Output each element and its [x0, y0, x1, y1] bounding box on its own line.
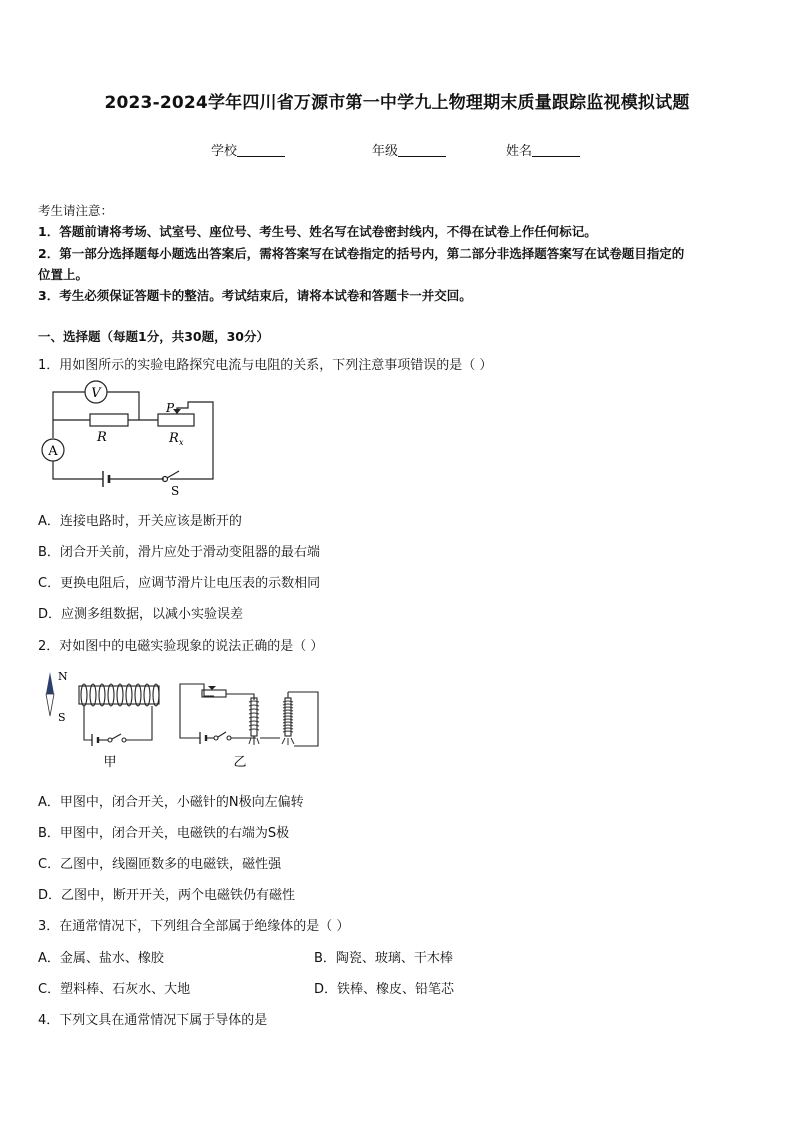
name-label: 姓名 [506, 144, 533, 159]
q1-option-d: D．应测多组数据，以减小实验误差 [38, 607, 244, 622]
q2-option-c: C．乙图中，线圈匝数多的电磁铁，磁性强 [38, 857, 282, 872]
switch-label: S [171, 484, 180, 498]
notice-item-3: 3．考生必须保证答题卡的整洁。考试结束后，请将本试卷和答题卡一并交回。 [38, 288, 472, 303]
name-blank [532, 144, 580, 157]
q2-option-b: B．甲图中，闭合开关，电磁铁的右端为S极 [38, 826, 290, 841]
q1-option-b: B．闭合开关前，滑片应处于滑动变阻器的最右端 [38, 545, 320, 560]
figure-yi-label: 乙 [233, 755, 247, 770]
electromagnet-diagram [44, 666, 334, 776]
rheostat-label: R [169, 431, 179, 446]
q3-option-a: A．金属、盐水、橡胶 [38, 951, 164, 966]
grade-label: 年级 [372, 144, 399, 159]
notice-item-1: 1．答题前请将考场、试室号、座位号、考生号、姓名写在试卷密封线内，不得在试卷上作任何标记。 [38, 224, 597, 239]
question-2-stem: 2．对如图中的电磁实验现象的说法正确的是（ ） [38, 639, 324, 654]
question-4-stem: 4．下列文具在通常情况下属于导体的是 [38, 1013, 268, 1028]
figure-jia-label: 甲 [103, 755, 117, 770]
grade-field [372, 140, 446, 159]
notice-item-2-cont: 位置上。 [38, 267, 89, 282]
q1-option-a: A．连接电路时，开关应该是断开的 [38, 514, 242, 529]
school-blank [237, 144, 285, 157]
notice-heading: 考生请注意： [38, 203, 114, 218]
q2-option-d: D．乙图中，断开开关，两个电磁铁仍有磁性 [38, 888, 296, 903]
section-heading: 一、选择题（每题1分，共30题，30分） [38, 329, 269, 344]
q3-option-d: D．铁棒、橡皮、铅笔芯 [314, 982, 455, 997]
school-label: 学校 [211, 144, 238, 159]
q2-option-a: A．甲图中，闭合开关，小磁针的N极向左偏转 [38, 795, 304, 810]
question-3-stem: 3．在通常情况下，下列组合全部属于绝缘体的是（ ） [38, 919, 350, 934]
q1-option-c: C．更换电阻后，应调节滑片让电压表的示数相同 [38, 576, 321, 591]
grade-blank [398, 144, 446, 157]
circuit-diagram [38, 378, 228, 500]
notice-item-2: 2．第一部分选择题每小题选出答案后，需将答案写在试卷指定的括号内，第二部分非选择题答案写在试卷题目指定的 [38, 246, 685, 261]
name-field [506, 140, 580, 159]
north-label: N [58, 670, 68, 683]
resistor-label: R [97, 430, 107, 445]
q3-option-b: B．陶瓷、玻璃、干木棒 [314, 951, 453, 966]
ammeter-label: A [48, 444, 58, 459]
south-label: S [58, 711, 66, 724]
school-field [211, 140, 285, 159]
rheostat-subscript: x [179, 438, 184, 447]
slider-label: P [166, 401, 175, 415]
question-1-stem: 1．用如图所示的实验电路探究电流与电阻的关系，下列注意事项错误的是（ ） [38, 358, 493, 373]
voltmeter-label: V [91, 386, 101, 401]
compass-needle-icon [46, 672, 54, 716]
q3-option-c: C．塑料棒、石灰水、大地 [38, 982, 191, 997]
exam-title: 2023-2024学年四川省万源市第一中学九上物理期末质量跟踪监视模拟试题 [104, 93, 690, 113]
